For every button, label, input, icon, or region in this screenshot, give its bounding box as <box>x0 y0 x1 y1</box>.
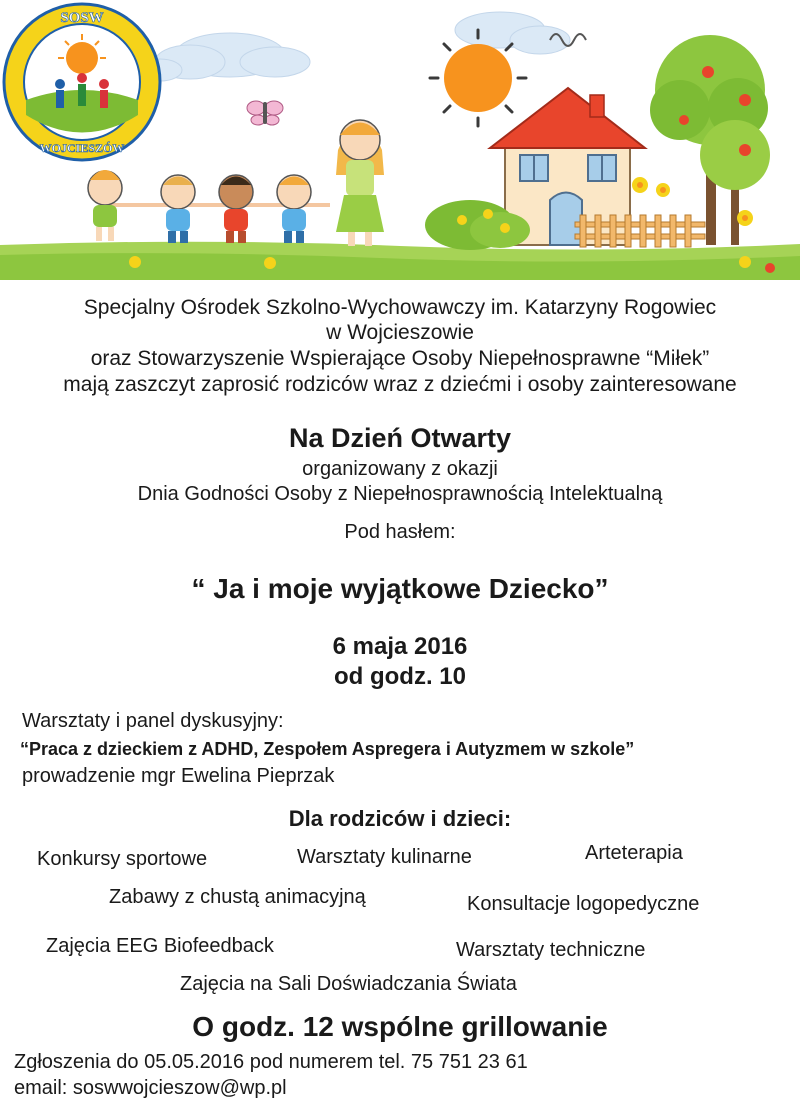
sun-icon <box>430 30 526 126</box>
activities-heading: Dla rodziców i dzieci: <box>288 806 512 831</box>
activity-item: Zajęcia EEG Biofeedback <box>46 935 274 957</box>
workshop-host: prowadzenie mgr Ewelina Pieprzak <box>22 765 335 787</box>
intro-line-4: mają zaszczyt zaprosić rodziców wraz z dziećmi i osoby zainteresowane <box>63 373 737 396</box>
intro-line-2: w Wojcieszowie <box>326 321 474 344</box>
logo-text-bottom: WOJCIESZÓW <box>39 141 125 155</box>
activity-item: Konkursy sportowe <box>37 848 208 870</box>
header-illustration <box>0 0 800 280</box>
workshop-title: “Praca z dzieckiem z ADHD, Zespołem Aspregera i Autyzmem w szkole” <box>20 739 635 759</box>
school-logo <box>4 4 160 160</box>
activity-item: Warsztaty techniczne <box>456 939 646 961</box>
activity-item: Zabawy z chustą animacyjną <box>109 886 366 908</box>
fence <box>575 215 705 247</box>
activity-item: Zajęcia na Sali Doświadczania Świata <box>180 973 517 995</box>
event-occasion-2: Dnia Godności Osoby z Niepełnosprawnością Intelektualną <box>137 483 663 505</box>
event-motto: “ Ja i moje wyjątkowe Dziecko” <box>191 573 609 604</box>
activity-item: Warsztaty kulinarne <box>297 846 472 868</box>
activity-item: Arteterapia <box>585 842 683 864</box>
event-time: od godz. 10 <box>334 663 466 690</box>
activity-item: Konsultacje logopedyczne <box>467 893 700 915</box>
butterfly-icon <box>247 101 283 125</box>
logo-text-top: SOSW <box>60 10 104 26</box>
children <box>88 170 330 243</box>
grass <box>0 242 800 280</box>
grill-announcement: O godz. 12 wspólne grillowanie <box>192 1011 608 1042</box>
teacher <box>336 120 384 246</box>
intro-line-3: oraz Stowarzyszenie Wspierające Osoby Niepełnosprawne “Miłek” <box>90 347 710 370</box>
contact-phone: Zgłoszenia do 05.05.2016 pod numerem tel. 75 751 23 61 <box>14 1051 528 1073</box>
event-title: Na Dzień Otwarty <box>288 423 512 453</box>
intro-line-1: Specjalny Ośrodek Szkolno-Wychowawczy im. Katarzyny Rogowiec <box>83 296 717 319</box>
event-date: 6 maja 2016 <box>332 633 468 660</box>
contact-email: email: soswwojcieszow@wp.pl <box>14 1077 287 1099</box>
motto-label: Pod hasłem: <box>344 521 456 543</box>
workshop-label: Warsztaty i panel dyskusyjny: <box>22 710 284 732</box>
event-occasion-1: organizowany z okazji <box>302 458 498 480</box>
